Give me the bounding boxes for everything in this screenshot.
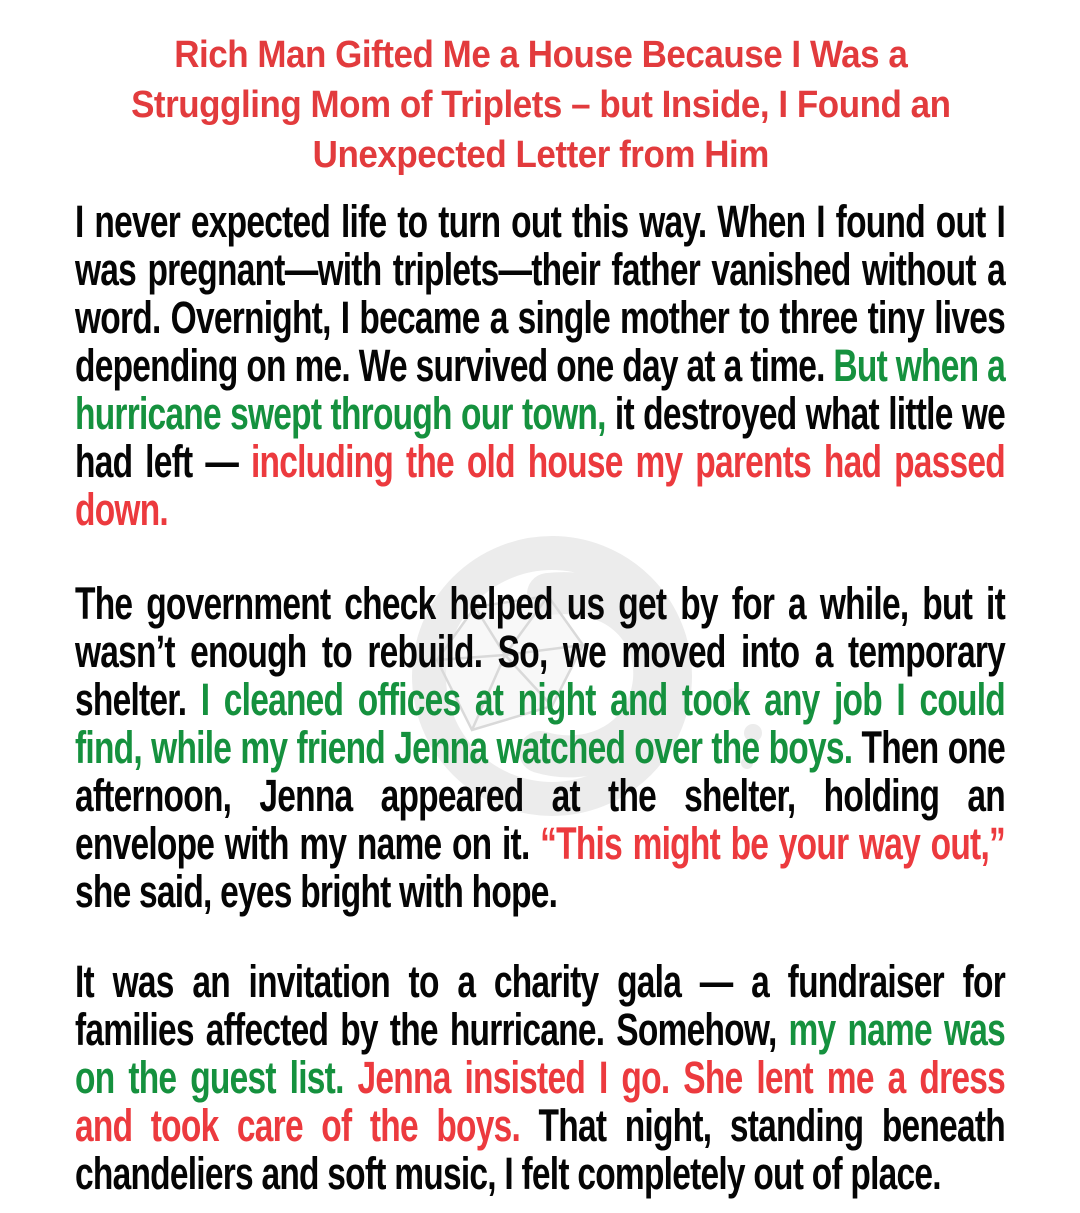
text-segment-black: It was an invitation to a charity gala — a fundraiser for families affected by the hurricane. Somehow, [75,956,1005,1055]
story-paragraph [75,580,1005,916]
text-segment-black: The government check helped us get by for a while, but it wasn’t enough to rebuild. So, we moved into a temporary shelter. [75,578,1005,725]
text-segment-black: That night, standing beneath chandeliers and soft music, I felt completely out of place. [75,1100,1005,1199]
text-segment-red: Jenna insisted I go. She lent me a dress and took care of the boys. [75,1052,1005,1151]
story-paragraph [75,958,1005,1198]
story-body [75,198,1005,1213]
text-segment-black: she said, eyes bright with hope. [75,866,558,917]
text-segment-black: Then one afternoon, Jenna appeared at the shelter, holding an envelope with my name on it. [75,722,1006,869]
story-paragraph [75,198,1005,534]
text-segment-green: I cleaned offices at night and took any job I could find, while my friend Jenna watched over the boys. [75,674,1005,773]
text-segment-green: my name was on the guest list. [75,1004,1005,1103]
text-segment-green: But when a hurricane swept through our town, [75,340,1005,439]
text-segment-red: “This might be your way out,” [540,818,1005,869]
text-segment-black: I never expected life to turn out this way. When I found out I was pregnant—with triplets—their father vanished without a word. Overnight, I became a single mother to three tiny lives depending on me. We survived one day at a time. [75,196,1005,391]
text-segment-red: including the old house my parents had passed down. [75,436,1005,535]
text-segment-black: it destroyed what little we had left — [75,388,1006,487]
story-title: Rich Man Gifted Me a House Because I Was a Struggling Mom of Triplets – but Inside, I Found an Unexpected Letter from Him [131,34,951,176]
